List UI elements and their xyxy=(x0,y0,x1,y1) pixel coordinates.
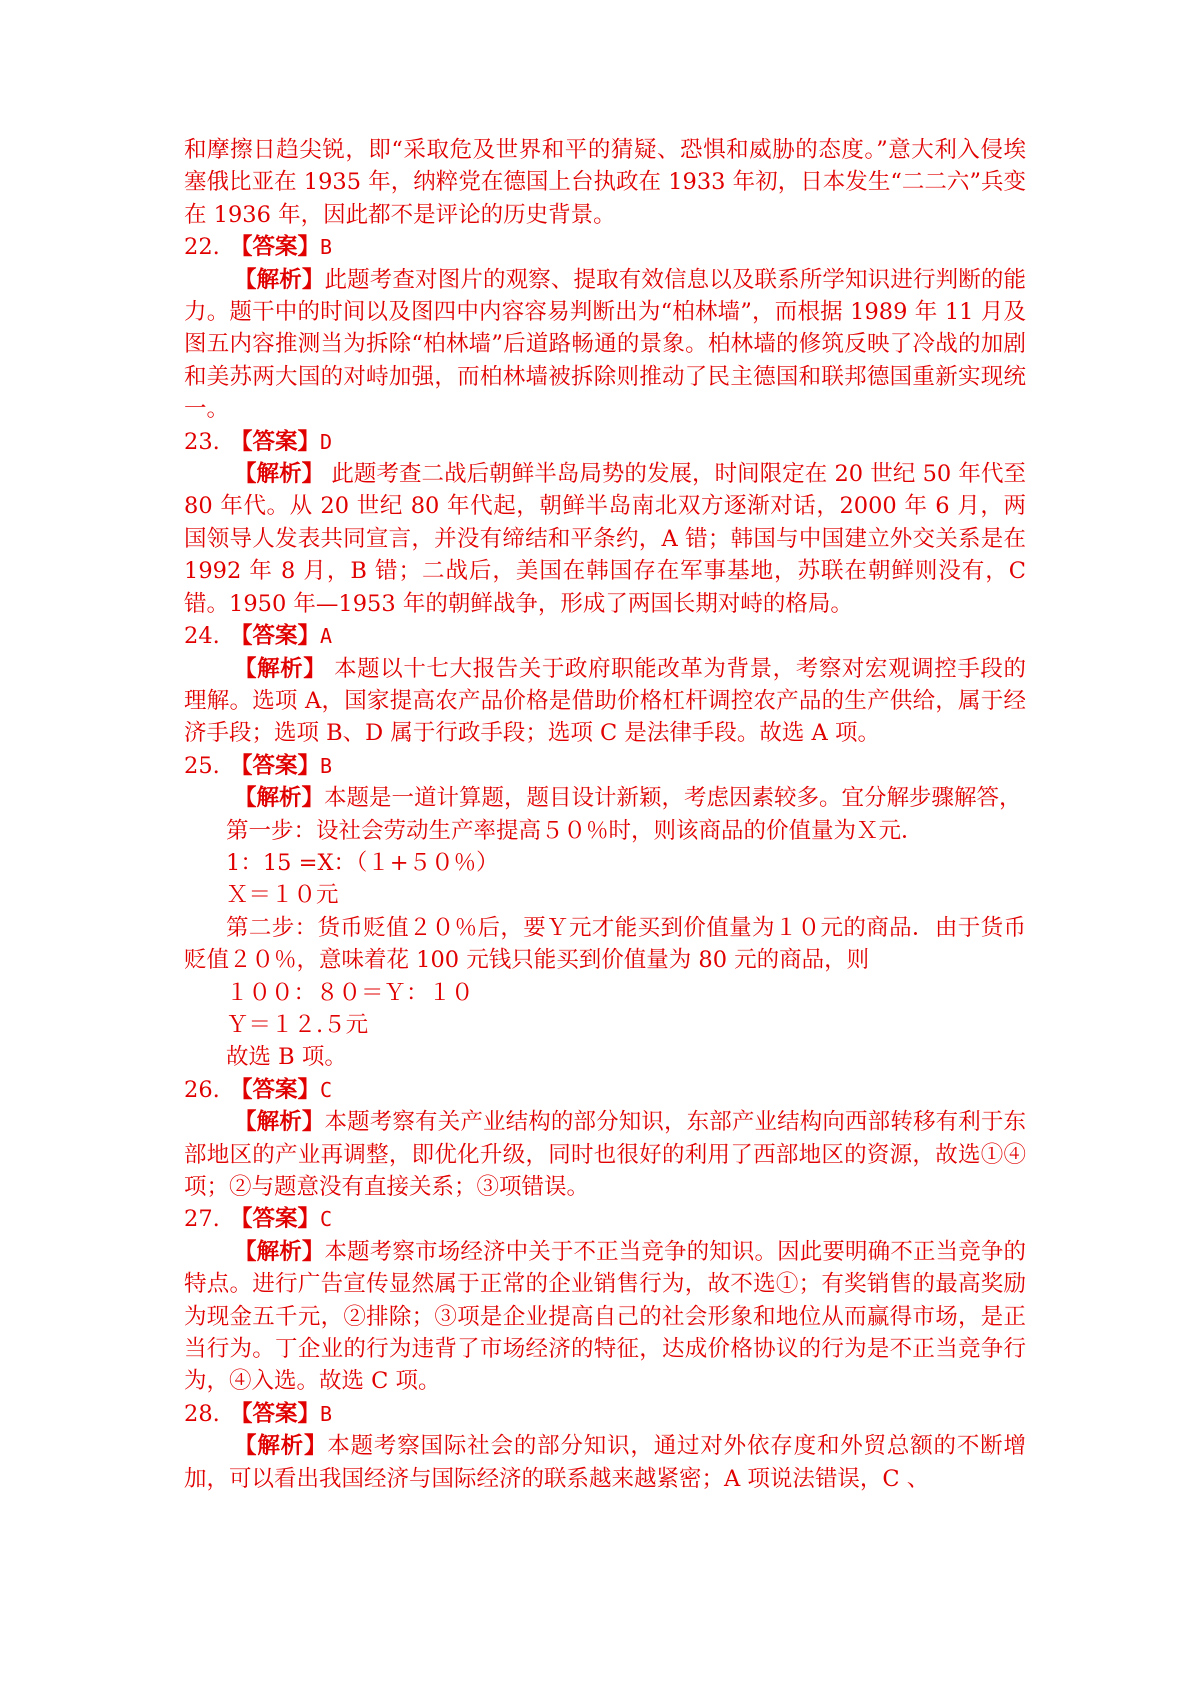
analysis-label: 【解析】 xyxy=(234,655,327,682)
answer-value: A xyxy=(320,624,333,649)
analysis-label: 【解析】 xyxy=(234,461,325,488)
question-number: 23. xyxy=(184,428,220,455)
answer-label: 【答案】 xyxy=(230,1206,321,1233)
analysis-paragraph-22 xyxy=(184,264,1026,426)
question-number: 25. xyxy=(184,752,220,779)
calc-equation-2: １００：８０＝Ｙ：１０ xyxy=(226,979,474,1006)
answer-line-22 xyxy=(184,231,1026,263)
analysis-paragraph-28 xyxy=(184,1430,1026,1495)
answer-value: C xyxy=(320,1077,333,1102)
answer-line-26 xyxy=(184,1074,1026,1106)
analysis-text: 本题是一道计算题，题目设计新颖，考虑因素较多。宜分解步骤解答， xyxy=(324,785,1022,812)
answer-label: 【答案】 xyxy=(230,428,321,455)
question-number: 28. xyxy=(184,1400,220,1427)
analysis-paragraph-23 xyxy=(184,458,1026,620)
calc-equation-1: 1：15 =X：（１+５０％） xyxy=(226,849,499,876)
answer-value: C xyxy=(320,1207,333,1232)
analysis-paragraph-24 xyxy=(184,653,1026,750)
analysis-text: 本题以十七大报告关于政府职能改革为背景，考察对宏观调控手段的理解。选项 A，国家提高农产品价格是借助价格杠杆调控农产品的生产供给，属于经济手段；选项 B、D 属于行政手段；选项 C 是法律手段。故选 A 项。 xyxy=(184,655,1026,747)
analysis-text: 本题考察市场经济中关于不正当竞争的知识。因此要明确不正当竞争的特点。进行广告宣传显然属于正常的企业销售行为，故不选①；有奖销售的最高奖励为现金五千元，②排除；③项是企业提高自己的社会形象和地位从而赢得市场，是正当行为。丁企业的行为违背了市场经济的特征，达成价格协议的行为是不正当竞争行为，④入选。故选 C 项。 xyxy=(184,1238,1026,1395)
answer-label: 【答案】 xyxy=(230,752,321,779)
calc-result-2: Ｙ＝１２.５元 xyxy=(226,1011,369,1038)
analysis-paragraph-27 xyxy=(184,1236,1026,1398)
answer-value: D xyxy=(320,429,333,454)
calc-step-1: 第一步：设社会劳动生产率提高５０％时，则该商品的价值量为Ｘ元． xyxy=(226,817,924,844)
analysis-text: 此题考查对图片的观察、提取有效信息以及联系所学知识进行判断的能力。题干中的时间以及图四中内容容易判断出为“柏林墙”，而根据 1989 年 11 月及图五内容推测当为拆除“柏林墙”后道路畅通的景象。柏林墙的修筑反映了冷战的加剧和美苏两大国的对峙加强，而柏林墙被拆除则推动了民主德国和联邦德国重新实现统一。 xyxy=(184,266,1026,423)
analysis-text: 本题考察有关产业结构的部分知识，东部产业结构向西部转移有利于东部地区的产业再调整，即优化升级，同时也很好的利用了西部地区的资源，故选①④项；②与题意没有直接关系；③项错误。 xyxy=(184,1109,1026,1200)
analysis-label: 【解析】 xyxy=(234,266,325,293)
analysis-label: 【解析】 xyxy=(234,785,325,812)
question-number: 22. xyxy=(184,234,220,261)
analysis-paragraph-26 xyxy=(184,1106,1026,1203)
analysis-text: 此题考查二战后朝鲜半岛局势的发展，时间限定在 20 世纪 50 年代至 80 年代。从 20 世纪 80 年代起，朝鲜半岛南北双方逐渐对话，2000 年 6 月，两国领导人发表共同宣言，并没有缔结和平条约，A 错；韩国与中国建立外交关系是在 1992 年 8 月，B 错；二战后，美国在韩国存在军事基地，苏联在朝鲜则没有，C 错。1950 年—1953 年的朝鲜战争，形成了两国长期对峙的格局。 xyxy=(184,461,1026,617)
question-number: 24. xyxy=(184,623,220,650)
analysis-paragraph-25 xyxy=(184,782,1026,814)
analysis-label: 【解析】 xyxy=(234,1433,328,1460)
answer-line-23 xyxy=(184,426,1026,458)
answer-label: 【答案】 xyxy=(230,1400,321,1427)
calc-conclusion: 故选 B 项。 xyxy=(226,1044,347,1071)
analysis-label: 【解析】 xyxy=(234,1238,325,1265)
calc-step-2: 第二步：货币贬值２０％后，要Ｙ元才能买到价值量为１０元的商品．由于货币贬值２０％，意味着花 100 元钱只能买到价值量为 80 元的商品，则 xyxy=(184,914,1026,974)
answer-line-27 xyxy=(184,1203,1026,1235)
answer-value: B xyxy=(320,753,333,778)
answer-explanations xyxy=(184,134,1026,1495)
answer-label: 【答案】 xyxy=(230,234,321,261)
calc-result-1: Ｘ＝１０元 xyxy=(226,882,339,909)
intro-paragraph: 和摩擦日趋尖锐，即“采取危及世界和平的猜疑、恐惧和威胁的态度。”意大利入侵埃塞俄比亚在 1935 年，纳粹党在德国上台执政在 1933 年初，日本发生“二二六”兵变在 1936 年，因此都不是评论的历史背景。 xyxy=(184,137,1026,228)
analysis-label: 【解析】 xyxy=(234,1109,325,1136)
answer-line-25 xyxy=(184,750,1026,782)
analysis-text: 本题考察国际社会的部分知识，通过对外依存度和外贸总额的不断增加，可以看出我国经济与国际经济的联系越来越紧密；A 项说法错误，C 、 xyxy=(184,1433,1026,1492)
question-number: 27. xyxy=(184,1206,220,1233)
answer-label: 【答案】 xyxy=(230,623,321,650)
answer-label: 【答案】 xyxy=(230,1076,321,1103)
answer-value: B xyxy=(320,235,333,260)
answer-line-28 xyxy=(184,1398,1026,1430)
question-number: 26. xyxy=(184,1076,220,1103)
answer-line-24 xyxy=(184,620,1026,652)
answer-value: B xyxy=(320,1401,333,1426)
